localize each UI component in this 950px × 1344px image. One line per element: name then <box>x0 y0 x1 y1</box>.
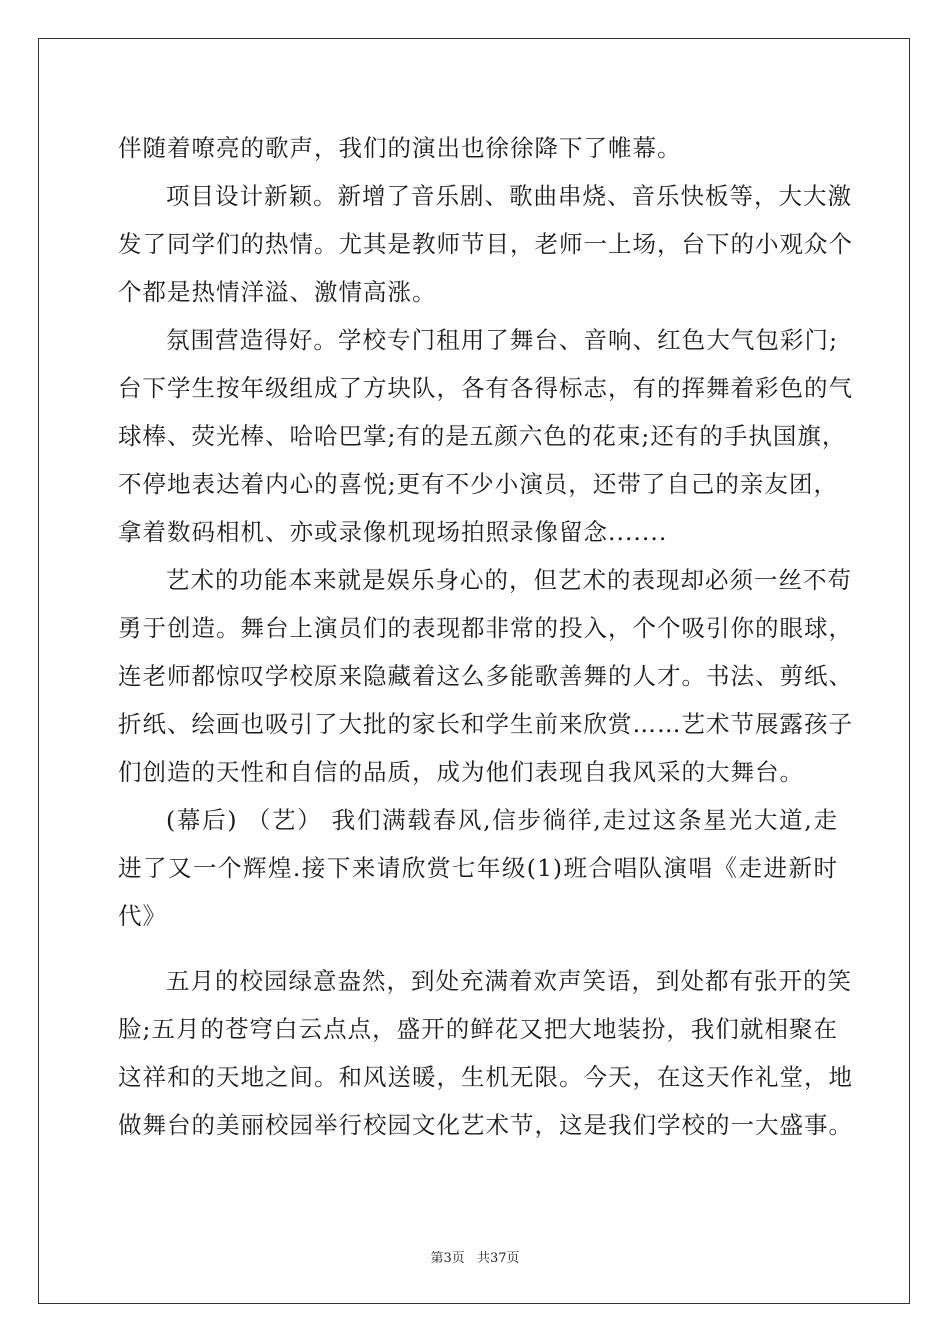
text-line: 个都是热情洋溢、激情高涨。 <box>118 278 437 306</box>
text-line: 艺术的功能本来就是娱乐身心的，但艺术的表现却必须一丝不苟 <box>166 566 852 594</box>
text-line: 拿着数码相机、亦或录像机现场拍照录像留念....... <box>118 518 668 546</box>
text-line: 球棒、荧光棒、哈哈巴掌;有的是五颜六色的花束;还有的手执国旗， <box>118 422 847 450</box>
text-line: (幕后) （艺） 我们满载春风,信步徜徉,走过这条星光大道,走 <box>166 806 838 834</box>
document-body <box>118 124 853 1149</box>
text-line: 台下学生按年级组成了方块队，各有各得标志，有的挥舞着彩色的气 <box>118 374 853 402</box>
text-line: 连老师都惊叹学校原来隐藏着这么多能歌善舞的人才。书法、剪纸、 <box>118 662 853 690</box>
text-line: 伴随着嘹亮的歌声，我们的演出也徐徐降下了帷幕。 <box>118 134 682 162</box>
text-line: 代》 <box>118 902 167 930</box>
page-number-total: 共37页 <box>476 1251 520 1266</box>
page-number-current: 第3页 <box>430 1251 465 1266</box>
text-line: 脸;五月的苍穹白云点点，盛开的鲜花又把大地装扮，我们就相聚在 <box>118 1015 838 1043</box>
text-line: 做舞台的美丽校园举行校园文化艺术节，这是我们学校的一大盛事。 <box>118 1111 853 1139</box>
text-line: 项目设计新颖。新增了音乐剧、歌曲串烧、音乐快板等，大大激 <box>166 182 852 210</box>
text-line: 不停地表达着内心的喜悦;更有不少小演员，还带了自己的亲友团， <box>118 470 838 498</box>
text-line: 发了同学们的热情。尤其是教师节目，老师一上场，台下的小观众个 <box>118 230 853 258</box>
text-line: 们创造的天性和自信的品质，成为他们表现自我风采的大舞台。 <box>118 758 804 786</box>
text-line: 进了又一个辉煌.接下来请欣赏七年级(1)班合唱队演唱《走进新时 <box>118 854 838 882</box>
text-line: 勇于创造。舞台上演员们的表现都非常的投入，个个吸引你的眼球， <box>118 614 853 642</box>
text-line: 五月的校园绿意盎然，到处充满着欢声笑语，到处都有张开的笑 <box>166 967 852 995</box>
text-line: 氛围营造得好。学校专门租用了舞台、音响、红色大气包彩门; <box>166 326 838 354</box>
text-line: 折纸、绘画也吸引了大批的家长和学生前来欣赏……艺术节展露孩子 <box>118 710 853 738</box>
text-line: 这祥和的天地之间。和风送暖，生机无限。今天，在这天作礼堂，地 <box>118 1063 853 1091</box>
page-footer <box>0 1247 950 1266</box>
